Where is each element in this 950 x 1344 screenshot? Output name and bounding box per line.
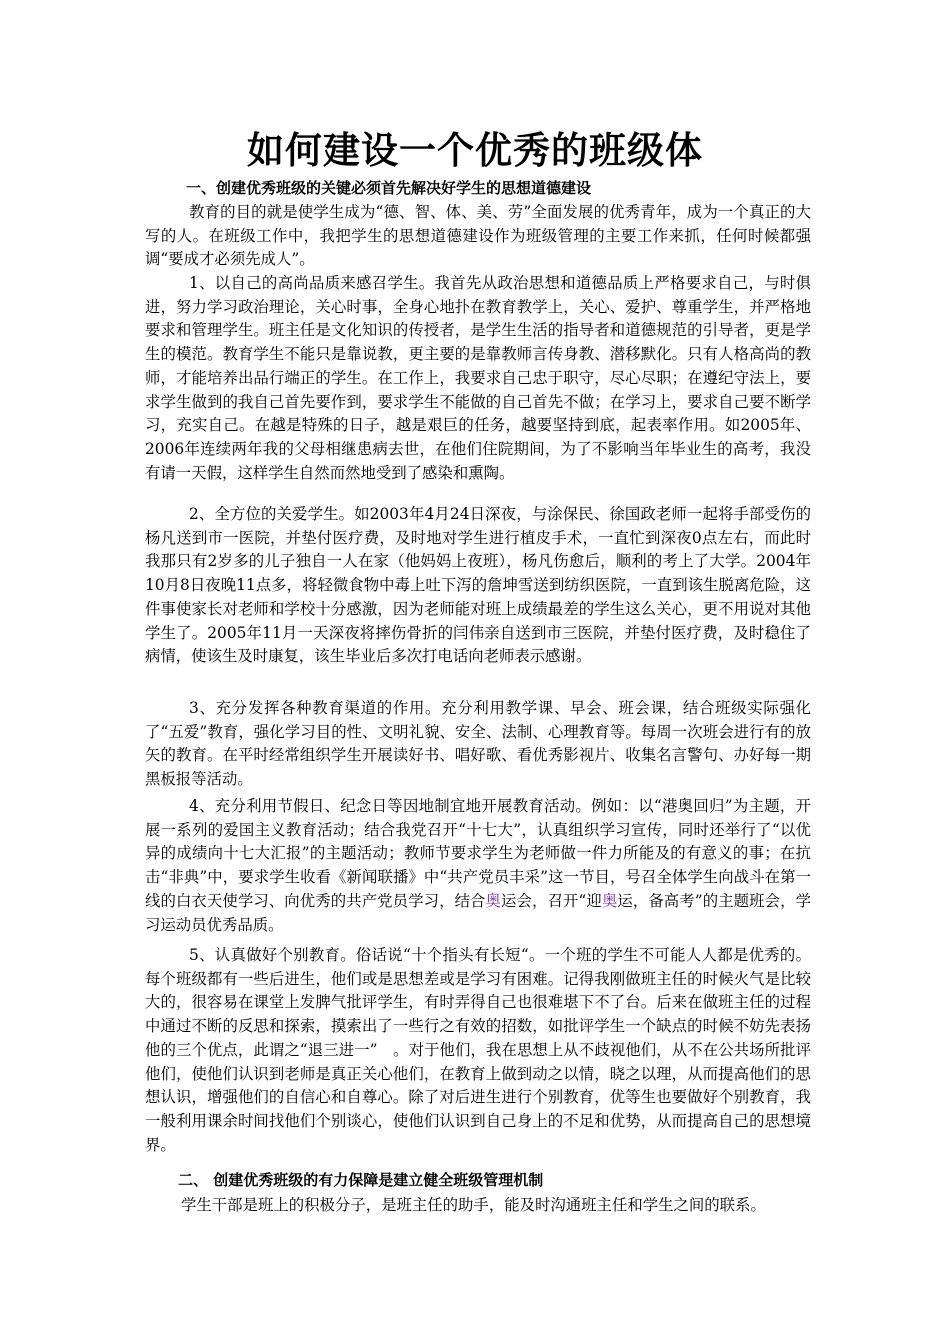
paragraph-4-highlight-2: 奥 <box>601 891 618 910</box>
page-title: 如何建设一个优秀的班级体 <box>247 128 703 172</box>
section-heading-2: 二、 创建优秀班级的有力保障是建立健全班级管理机制 <box>178 1171 544 1189</box>
paragraph-last: 学生干部是班上的积极分子，是班主任的助手，能及时沟通班主任和学生之间的联系。 <box>181 1196 766 1214</box>
paragraph-4-part-a: 4、充分利用节假日、纪念日等因地制宜地开展教育活动。例如：以“港奥回归”为主题，开展一系列的爱国主义教育活动；结合我党召开“十七大”，认真组织学习宣传，同时还举行了“以优异的成绩向十七大汇报”的主题活动；教师节要求学生为老师做一件力所能及的有意义的事；在抗击“非典”中，要求学生收看《新闻联播》中“共产党员丰采”这一节目，号召全体学生向战斗在第一线的白衣天使学习、向优秀的共产党员学习，结合 <box>145 797 811 910</box>
paragraph-4-highlight-1: 奥 <box>485 891 502 910</box>
paragraph-intro: 教育的目的就是使学生成为“德、智、体、美、劳”全面发展的优秀青年，成为一个真正的大写的人。在班级工作中，我把学生的思想道德建设作为班级管理的主要工作来抓，任何时候都强调“要成才必须先成人”。 <box>145 203 811 269</box>
paragraph-4-part-b: 运会，召开“迎 <box>501 891 602 910</box>
paragraph-2: 2、全方位的关爱学生。如2003年4月24日深夜，与涂保民、徐国政老师一起将手部受伤的杨凡送到市一医院，并垫付医疗费，及时地对学生进行植皮手术，一直忙到深夜0点左右，而此时我那只有2岁多的儿子独自一人在家（他妈妈上夜班），杨凡伤愈后，顺利的考上了大学。2004年10月8日夜晚11点多，将轻微食物中毒上吐下泻的詹坤雪送到纺织医院，一直到该生脱离危险，这件事使家长对老师和学校十分感激，因为老师能对班上成绩最差的学生这么关心，更不用说对其他学生了。2005年11月一天深夜将摔伤骨折的闫伟亲自送到市三医院，并垫付医疗费，及时稳住了病情，使该生及时康复，该生毕业后多次打电话向老师表示感谢。 <box>145 505 811 666</box>
paragraph-4 <box>145 795 811 937</box>
section-heading-1: 一、创建优秀班级的关键必须首先解决好学生的思想道德建设 <box>186 179 592 197</box>
paragraph-4-part-c: 运，备高考”的主题班会，学习运动员优秀品质。 <box>145 891 811 934</box>
paragraph-1: 1、以自己的高尚品质来感召学生。我首先从政治思想和道德品质上严格要求自己，与时俱进，努力学习政治理论，关心时事，全身心地扑在教育教学上，关心、爱护、尊重学生，并严格地要求和管理学生。班主任是文化知识的传授者，是学生生活的指导者和道德规范的引导者，更是学生的模范。教育学生不能只是靠说教，更主要的是靠教师言传身教、潜移默化。只有人格高尚的教师，才能培养出品行端正的学生。在工作上，我要求自己忠于职守，尽心尽职；在遵纪守法上，要求学生做到的我自己首先要作到，要求学生不能做的自己首先不做；在学习上，要求自己要不断学习，充实自己。在越是特殊的日子，越是艰巨的任务，越要坚持到底，起表率作用。如2005年、2006年连续两年我的父母相继患病去世，在他们住院期间，为了不影响当年毕业生的高考，我没有请一天假，这样学生自然而然地受到了感染和熏陶。 <box>145 274 811 482</box>
paragraph-3: 3、充分发挥各种教育渠道的作用。充分利用教学课、早会、班会课，结合班级实际强化了“五爱”教育，强化学习目的性、文明礼貌、安全、法制、心理教育等。每周一次班会进行有的放矢的教育。在平时经常组织学生开展读好书、唱好歌、看优秀影视片、收集名言警句、办好每一期黑板报等活动。 <box>145 699 811 789</box>
paragraph-5: 5、认真做好个别教育。俗话说“十个指头有长短“。一个班的学生不可能人人都是优秀的。每个班级都有一些后进生，他们或是思想差或是学习有困难。记得我刚做班主任的时候火气是比较大的，很容易在课堂上发脾气批评学生，有时弄得自己也很难堪下不了台。后来在做班主任的过程中通过不断的反思和探索，摸索出了一些行之有效的招数，如批评学生一个缺点的时候不妨先表扬他的三个优点，此谓之“退三进一” 。对于他们，我在思想上从不歧视他们，从不在公共场所批评他们，使他们认识到老师是真正关心他们，在教育上做到动之以情，晓之以理，从而提高他们的思想认识，增强他们的自信心和自尊心。除了对后进生进行个别教育，优等生也要做好个别教育，我一般利用课余时间找他们个别谈心，使他们认识到自己身上的不足和优势，从而提高自己的思想境界。 <box>145 946 811 1154</box>
